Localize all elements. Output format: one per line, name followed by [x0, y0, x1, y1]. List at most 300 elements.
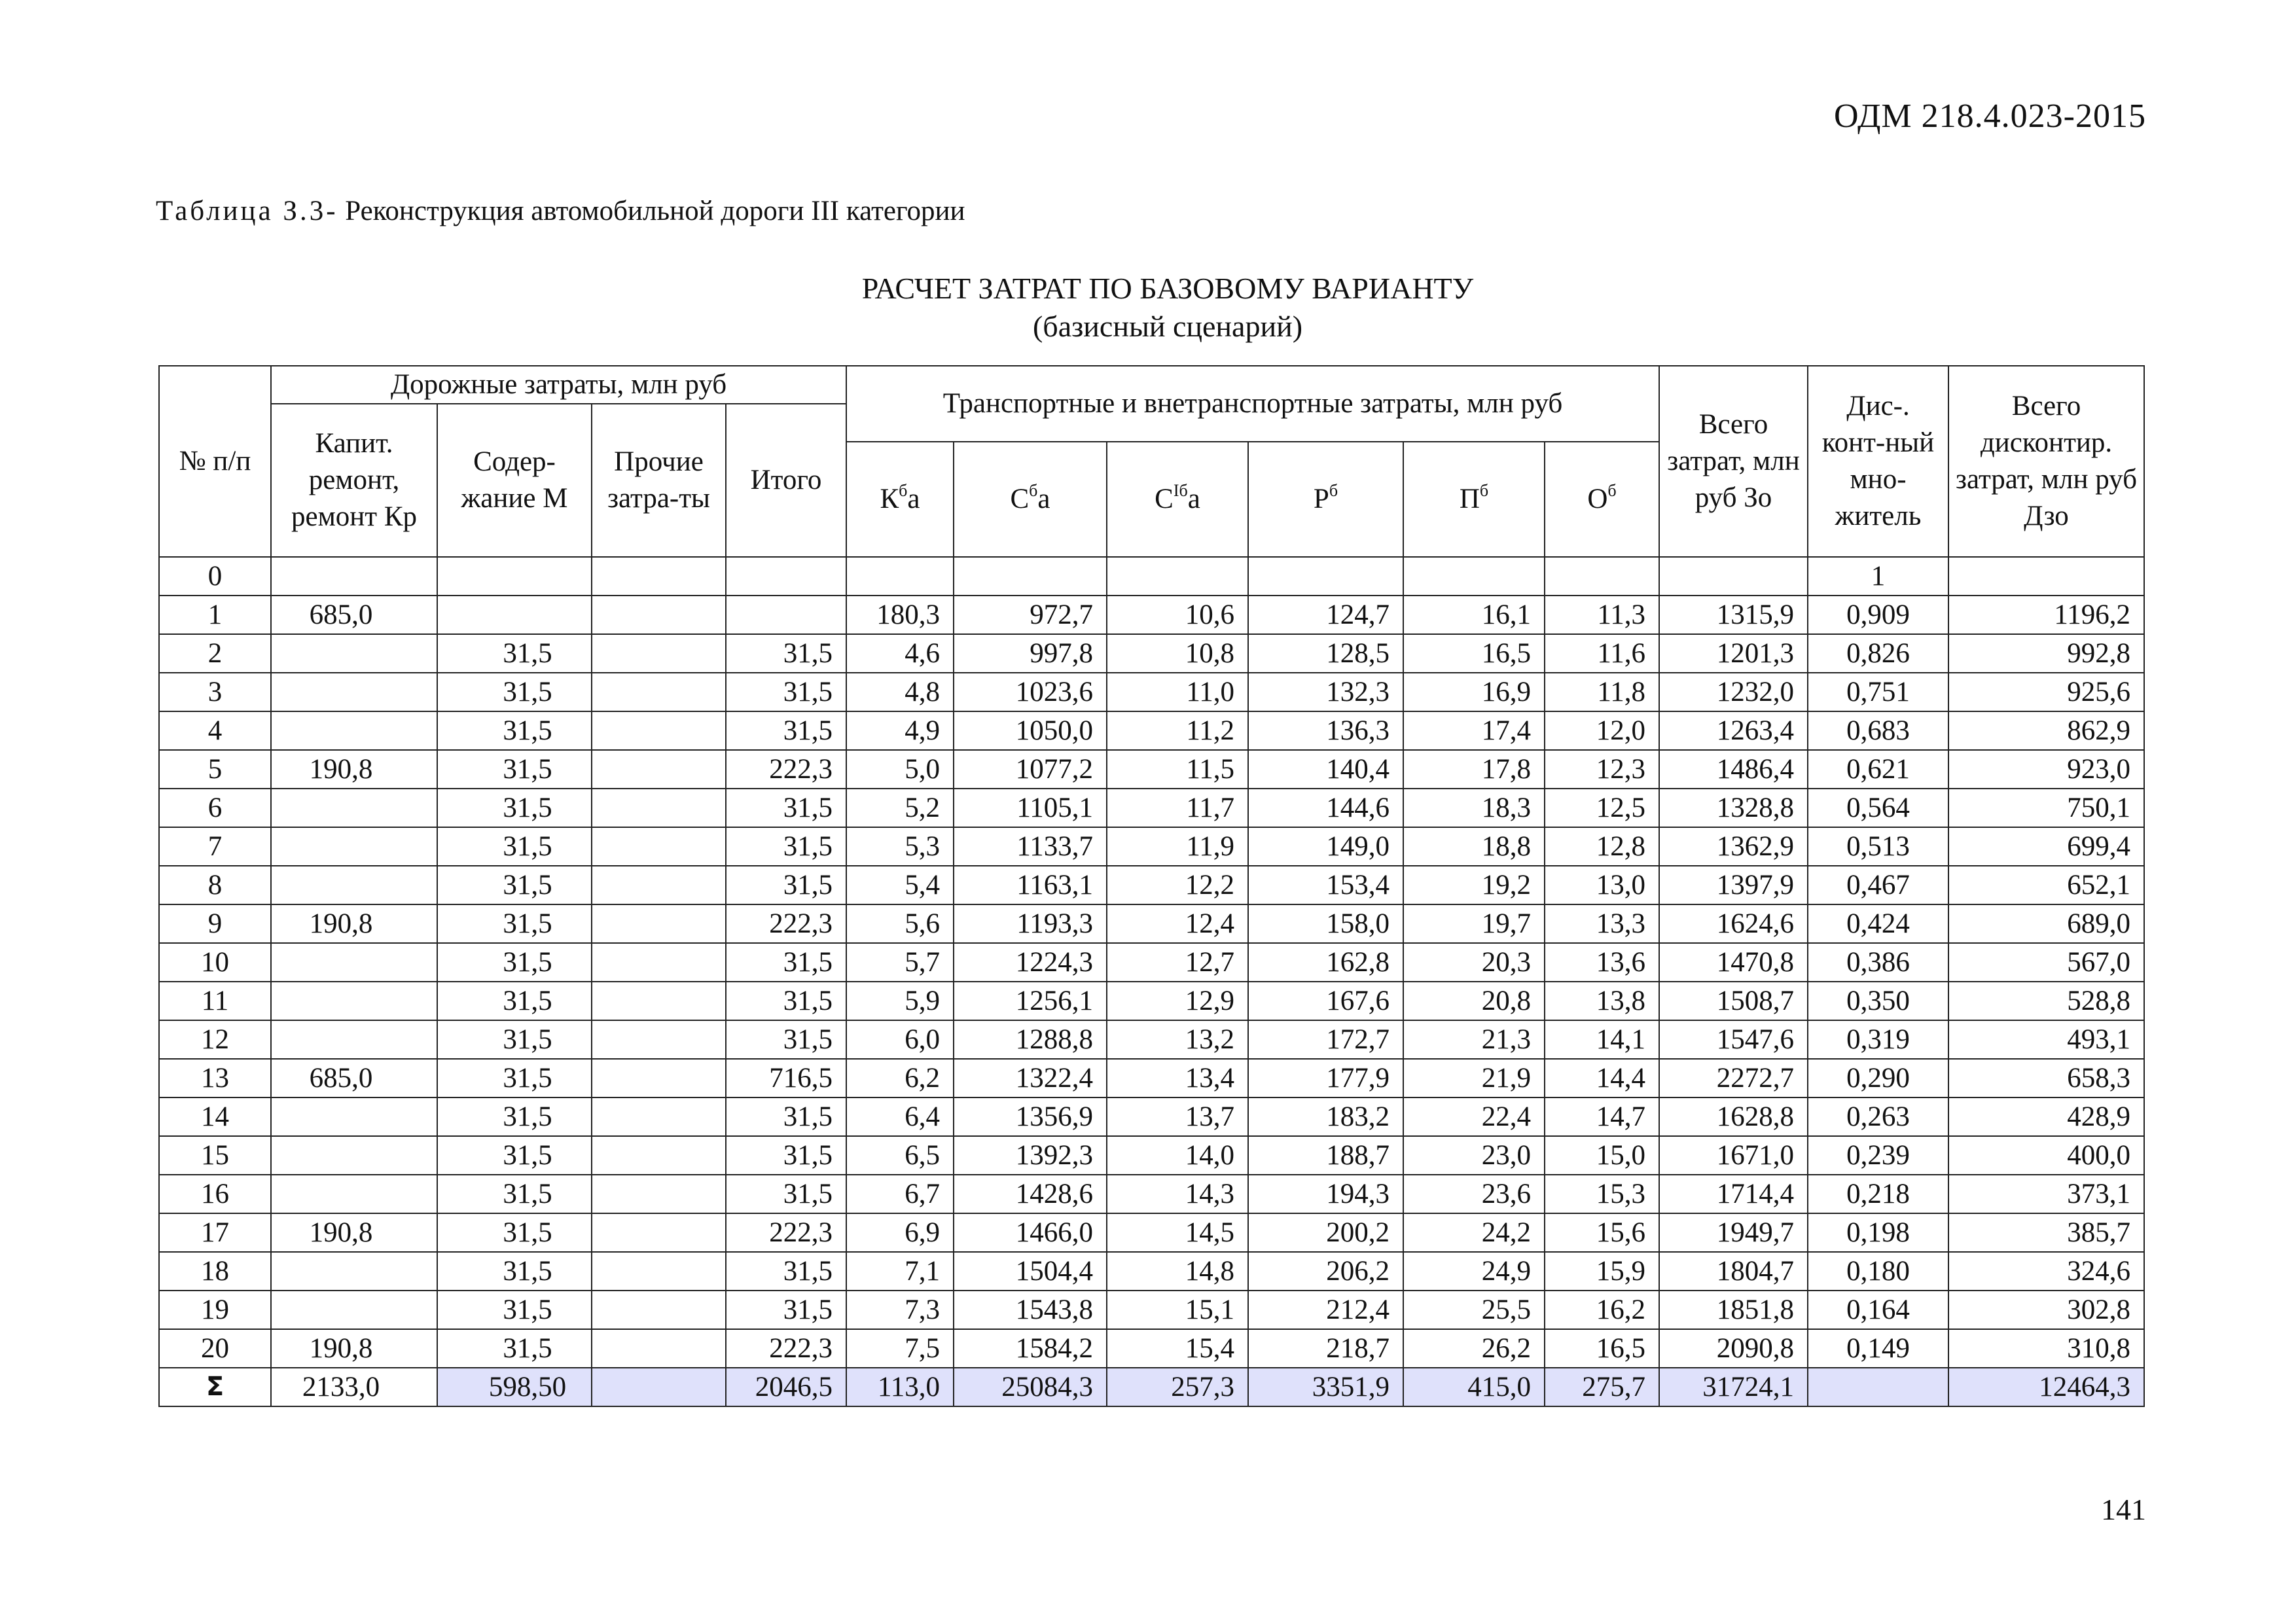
cell-cia: [1107, 557, 1248, 596]
calc-title: [0, 270, 2296, 346]
cell-cia: 10,6: [1107, 596, 1248, 634]
cell-prochie: [592, 1020, 726, 1059]
cell-kap-remont: 190,8: [271, 1329, 437, 1368]
calc-title-line1: РАСЧЕТ ЗАТРАТ ПО БАЗОВОМУ ВАРИАНТУ: [861, 272, 1474, 305]
cell-total-discounted: 428,9: [1948, 1097, 2144, 1136]
cell-pi: 16,5: [1403, 634, 1545, 673]
cell-itogo: 31,5: [726, 1097, 846, 1136]
cell-itogo: 716,5: [726, 1059, 846, 1097]
cell-o: 13,3: [1545, 904, 1659, 943]
cell-total-discounted: [1948, 557, 2144, 596]
cell-row-number: 3: [159, 673, 271, 711]
cell-ka: 5,4: [846, 866, 954, 904]
cell-soderzhanie: [437, 557, 592, 596]
cell-ka: 7,1: [846, 1252, 954, 1291]
cell-soderzhanie: 31,5: [437, 711, 592, 750]
table-row: [159, 1020, 2144, 1059]
header-kap-remont: Капит. ремонт, ремонт Кр: [271, 404, 437, 557]
cell-prochie: [592, 634, 726, 673]
cell-discount: 0,290: [1808, 1059, 1948, 1097]
cell-ca: 1288,8: [954, 1020, 1107, 1059]
cell-row-number: 11: [159, 982, 271, 1020]
cell-row-number: 19: [159, 1291, 271, 1329]
cell-ka: [846, 557, 954, 596]
cell-o: 11,8: [1545, 673, 1659, 711]
table-row: [159, 1213, 2144, 1252]
cell-ca: 1392,3: [954, 1136, 1107, 1175]
cell-cia: 12,4: [1107, 904, 1248, 943]
cell-soderzhanie: [437, 596, 592, 634]
cell-ca: 1256,1: [954, 982, 1107, 1020]
table-row: [159, 789, 2144, 827]
cell-ca: 1224,3: [954, 943, 1107, 982]
cell-pi: 17,8: [1403, 750, 1545, 789]
cell-kap-remont: [271, 789, 437, 827]
cell-prochie: [592, 1291, 726, 1329]
cell-row-number: Σ: [159, 1368, 271, 1406]
cell-soderzhanie: 31,5: [437, 750, 592, 789]
cell-prochie: [592, 1329, 726, 1368]
cell-total: 1470,8: [1659, 943, 1808, 982]
cell-kap-remont: [271, 557, 437, 596]
cell-prochie: [592, 750, 726, 789]
cell-total-discounted: 689,0: [1948, 904, 2144, 943]
cell-kap-remont: 190,8: [271, 1213, 437, 1252]
cell-prochie: [592, 711, 726, 750]
cell-row-number: 2: [159, 634, 271, 673]
header-ca: $С^ба$: [954, 442, 1107, 557]
cell-total: [1659, 557, 1808, 596]
cell-o: 15,6: [1545, 1213, 1659, 1252]
cell-discount: 0,513: [1808, 827, 1948, 866]
cell-cia: 13,2: [1107, 1020, 1248, 1059]
cell-prochie: [592, 827, 726, 866]
cell-cia: 13,7: [1107, 1097, 1248, 1136]
cell-total: 1263,4: [1659, 711, 1808, 750]
cell-ka: 4,6: [846, 634, 954, 673]
cell-pi: 17,4: [1403, 711, 1545, 750]
cell-total: 2090,8: [1659, 1329, 1808, 1368]
cell-o: 14,1: [1545, 1020, 1659, 1059]
cell-row-number: 12: [159, 1020, 271, 1059]
cell-cia: 11,5: [1107, 750, 1248, 789]
cell-total: 1624,6: [1659, 904, 1808, 943]
cell-soderzhanie: 31,5: [437, 943, 592, 982]
cell-p: 167,6: [1248, 982, 1403, 1020]
cell-o: 13,0: [1545, 866, 1659, 904]
cell-total-discounted: 699,4: [1948, 827, 2144, 866]
cell-p: 132,3: [1248, 673, 1403, 711]
cell-itogo: 31,5: [726, 866, 846, 904]
cell-total-discounted: 302,8: [1948, 1291, 2144, 1329]
cell-ka: 180,3: [846, 596, 954, 634]
cell-total-discounted: 862,9: [1948, 711, 2144, 750]
cell-discount: 0,319: [1808, 1020, 1948, 1059]
cell-kap-remont: [271, 1136, 437, 1175]
cell-soderzhanie: 31,5: [437, 1329, 592, 1368]
cell-ka: 4,9: [846, 711, 954, 750]
cell-row-number: 13: [159, 1059, 271, 1097]
cell-cia: 12,2: [1107, 866, 1248, 904]
cell-prochie: [592, 596, 726, 634]
table-row: [159, 596, 2144, 634]
cell-pi: 18,3: [1403, 789, 1545, 827]
cell-total: 1851,8: [1659, 1291, 1808, 1329]
cell-prochie: [592, 1097, 726, 1136]
cell-total-discounted: 493,1: [1948, 1020, 2144, 1059]
cell-itogo: 31,5: [726, 982, 846, 1020]
cell-pi: 16,1: [1403, 596, 1545, 634]
cell-discount: 0,149: [1808, 1329, 1948, 1368]
cell-kap-remont: [271, 982, 437, 1020]
table-row: [159, 982, 2144, 1020]
cell-p: 158,0: [1248, 904, 1403, 943]
cell-prochie: [592, 1059, 726, 1097]
cell-row-number: 9: [159, 904, 271, 943]
cell-row-number: 7: [159, 827, 271, 866]
cell-p: [1248, 557, 1403, 596]
cell-soderzhanie: 31,5: [437, 1175, 592, 1213]
cell-ca: 1428,6: [954, 1175, 1107, 1213]
cell-itogo: 31,5: [726, 634, 846, 673]
header-transport-costs: Транспортные и внетранспортные затраты, млн руб: [846, 366, 1659, 442]
cell-total-discounted: 652,1: [1948, 866, 2144, 904]
cell-discount: 0,263: [1808, 1097, 1948, 1136]
cell-p: 144,6: [1248, 789, 1403, 827]
cell-soderzhanie: 31,5: [437, 1097, 592, 1136]
cell-o: 12,5: [1545, 789, 1659, 827]
cell-soderzhanie: 31,5: [437, 1252, 592, 1291]
header-total: Всего затрат, млн руб Зо: [1659, 366, 1808, 557]
cell-p: 218,7: [1248, 1329, 1403, 1368]
cell-ca: 1504,4: [954, 1252, 1107, 1291]
cell-discount: 0,751: [1808, 673, 1948, 711]
cell-ka: 5,9: [846, 982, 954, 1020]
cell-pi: [1403, 557, 1545, 596]
cell-discount: 0,683: [1808, 711, 1948, 750]
cell-kap-remont: [271, 866, 437, 904]
cell-discount: [1808, 1368, 1948, 1406]
cell-kap-remont: [271, 1291, 437, 1329]
cell-pi: 415,0: [1403, 1368, 1545, 1406]
cell-discount: 0,350: [1808, 982, 1948, 1020]
document-code: ОДМ 218.4.023-2015: [1834, 98, 2146, 135]
cell-row-number: 5: [159, 750, 271, 789]
cell-ka: 6,4: [846, 1097, 954, 1136]
cell-ca: 1163,1: [954, 866, 1107, 904]
cell-soderzhanie: 31,5: [437, 673, 592, 711]
cell-cia: 15,4: [1107, 1329, 1248, 1368]
cell-row-number: 6: [159, 789, 271, 827]
cell-row-number: 15: [159, 1136, 271, 1175]
cell-total: 1486,4: [1659, 750, 1808, 789]
cell-pi: 26,2: [1403, 1329, 1545, 1368]
cell-cia: 14,8: [1107, 1252, 1248, 1291]
header-soderzhanie: Содер-жание М: [437, 404, 592, 557]
cell-pi: 19,7: [1403, 904, 1545, 943]
cell-pi: 24,9: [1403, 1252, 1545, 1291]
cell-row-number: 18: [159, 1252, 271, 1291]
cell-itogo: 31,5: [726, 1252, 846, 1291]
table-row: [159, 1097, 2144, 1136]
cell-itogo: 31,5: [726, 943, 846, 982]
cell-prochie: [592, 1136, 726, 1175]
cell-prochie: [592, 943, 726, 982]
cell-p: 212,4: [1248, 1291, 1403, 1329]
cell-cia: 14,3: [1107, 1175, 1248, 1213]
table-row: [159, 1252, 2144, 1291]
cell-total: 1628,8: [1659, 1097, 1808, 1136]
cell-ka: 5,6: [846, 904, 954, 943]
cell-p: 183,2: [1248, 1097, 1403, 1136]
cell-ca: 1077,2: [954, 750, 1107, 789]
cell-prochie: [592, 866, 726, 904]
cell-p: 124,7: [1248, 596, 1403, 634]
cell-itogo: 31,5: [726, 711, 846, 750]
cell-pi: 16,9: [1403, 673, 1545, 711]
cell-kap-remont: [271, 1252, 437, 1291]
table-row: [159, 673, 2144, 711]
cell-kap-remont: 190,8: [271, 750, 437, 789]
cell-soderzhanie: 31,5: [437, 982, 592, 1020]
cell-total: 1714,4: [1659, 1175, 1808, 1213]
cell-total: 31724,1: [1659, 1368, 1808, 1406]
cell-p: 153,4: [1248, 866, 1403, 904]
cell-row-number: 10: [159, 943, 271, 982]
cell-ka: 5,2: [846, 789, 954, 827]
cell-total: 2272,7: [1659, 1059, 1808, 1097]
cell-soderzhanie: 31,5: [437, 1020, 592, 1059]
header-cia: $С^{Iб}а$: [1107, 442, 1248, 557]
cell-ca: 1050,0: [954, 711, 1107, 750]
cell-pi: 20,3: [1403, 943, 1545, 982]
cell-discount: 0,424: [1808, 904, 1948, 943]
cell-total-discounted: 310,8: [1948, 1329, 2144, 1368]
cell-discount: 0,180: [1808, 1252, 1948, 1291]
cell-p: 162,8: [1248, 943, 1403, 982]
cell-kap-remont: 685,0: [271, 596, 437, 634]
cell-o: 275,7: [1545, 1368, 1659, 1406]
cell-discount: 0,164: [1808, 1291, 1948, 1329]
cell-prochie: [592, 1213, 726, 1252]
cell-ca: 1105,1: [954, 789, 1107, 827]
cell-p: 149,0: [1248, 827, 1403, 866]
cell-total-discounted: 658,3: [1948, 1059, 2144, 1097]
table-row: [159, 827, 2144, 866]
cell-total: 1397,9: [1659, 866, 1808, 904]
cell-pi: 24,2: [1403, 1213, 1545, 1252]
cell-total: 1232,0: [1659, 673, 1808, 711]
cell-soderzhanie: 31,5: [437, 827, 592, 866]
cell-prochie: [592, 904, 726, 943]
table-row: [159, 1175, 2144, 1213]
cell-itogo: 31,5: [726, 1175, 846, 1213]
cell-ka: 5,0: [846, 750, 954, 789]
cell-p: 172,7: [1248, 1020, 1403, 1059]
cell-ka: 7,3: [846, 1291, 954, 1329]
cell-o: 16,2: [1545, 1291, 1659, 1329]
cell-total-discounted: 567,0: [1948, 943, 2144, 982]
cell-total: 1201,3: [1659, 634, 1808, 673]
cell-pi: 23,0: [1403, 1136, 1545, 1175]
cell-p: 200,2: [1248, 1213, 1403, 1252]
cell-prochie: [592, 1368, 726, 1406]
cell-kap-remont: [271, 1175, 437, 1213]
table-row: [159, 1136, 2144, 1175]
cell-cia: 12,7: [1107, 943, 1248, 982]
cell-o: 13,8: [1545, 982, 1659, 1020]
cell-pi: 19,2: [1403, 866, 1545, 904]
cell-pi: 20,8: [1403, 982, 1545, 1020]
cell-cia: 11,0: [1107, 673, 1248, 711]
header-pi: $П^б$: [1403, 442, 1545, 557]
cell-kap-remont: 2133,0: [271, 1368, 437, 1406]
calc-title-line2: (базисный сценарий): [1032, 310, 1303, 343]
cell-kap-remont: 190,8: [271, 904, 437, 943]
cell-itogo: 31,5: [726, 789, 846, 827]
cell-kap-remont: [271, 634, 437, 673]
cell-soderzhanie: 31,5: [437, 1213, 592, 1252]
page-number: 141: [2101, 1493, 2146, 1526]
cell-pi: 21,9: [1403, 1059, 1545, 1097]
cell-itogo: 222,3: [726, 904, 846, 943]
cell-itogo: 222,3: [726, 1329, 846, 1368]
cell-o: [1545, 557, 1659, 596]
cell-prochie: [592, 557, 726, 596]
cell-discount: 0,467: [1808, 866, 1948, 904]
cell-soderzhanie: 31,5: [437, 789, 592, 827]
cell-itogo: [726, 596, 846, 634]
cell-cia: 11,9: [1107, 827, 1248, 866]
header-itogo: Итого: [726, 404, 846, 557]
cell-o: 12,3: [1545, 750, 1659, 789]
cell-o: 15,3: [1545, 1175, 1659, 1213]
cell-ka: 6,5: [846, 1136, 954, 1175]
cell-ca: 1584,2: [954, 1329, 1107, 1368]
cell-total: 1547,6: [1659, 1020, 1808, 1059]
cell-ka: 6,0: [846, 1020, 954, 1059]
cell-discount: 1: [1808, 557, 1948, 596]
cell-o: 14,4: [1545, 1059, 1659, 1097]
cell-itogo: 31,5: [726, 827, 846, 866]
cell-soderzhanie: 598,50: [437, 1368, 592, 1406]
cell-o: 11,3: [1545, 596, 1659, 634]
cell-kap-remont: [271, 827, 437, 866]
cell-ca: 997,8: [954, 634, 1107, 673]
cell-ka: 5,7: [846, 943, 954, 982]
table-caption: [156, 195, 965, 227]
cell-kap-remont: [271, 673, 437, 711]
cell-row-number: 8: [159, 866, 271, 904]
cell-total-discounted: 923,0: [1948, 750, 2144, 789]
cell-total-discounted: 373,1: [1948, 1175, 2144, 1213]
table-row: [159, 1059, 2144, 1097]
cell-ca: 1023,6: [954, 673, 1107, 711]
cell-p: 3351,9: [1248, 1368, 1403, 1406]
cell-discount: 0,218: [1808, 1175, 1948, 1213]
header-discount: Дис-. конт-ный мно-житель: [1808, 366, 1948, 557]
cell-prochie: [592, 673, 726, 711]
cell-prochie: [592, 982, 726, 1020]
cell-total: 1362,9: [1659, 827, 1808, 866]
cell-pi: 25,5: [1403, 1291, 1545, 1329]
cell-total-discounted: 528,8: [1948, 982, 2144, 1020]
cell-row-number: 16: [159, 1175, 271, 1213]
cell-ka: 6,9: [846, 1213, 954, 1252]
cost-table: [158, 365, 2145, 1407]
cell-ca: 1466,0: [954, 1213, 1107, 1252]
cell-itogo: 222,3: [726, 750, 846, 789]
cell-soderzhanie: 31,5: [437, 1059, 592, 1097]
cell-ka: 6,2: [846, 1059, 954, 1097]
cell-discount: 0,198: [1808, 1213, 1948, 1252]
cell-total-discounted: 750,1: [1948, 789, 2144, 827]
sum-row: [159, 1368, 2144, 1406]
cell-itogo: 2046,5: [726, 1368, 846, 1406]
cell-ca: 972,7: [954, 596, 1107, 634]
header-p: $Р^б$: [1248, 442, 1403, 557]
cell-p: 188,7: [1248, 1136, 1403, 1175]
cell-soderzhanie: 31,5: [437, 1136, 592, 1175]
cell-total-discounted: 385,7: [1948, 1213, 2144, 1252]
cell-soderzhanie: 31,5: [437, 1291, 592, 1329]
cell-cia: 11,2: [1107, 711, 1248, 750]
cell-cia: 11,7: [1107, 789, 1248, 827]
cell-ca: 1356,9: [954, 1097, 1107, 1136]
table-row: [159, 557, 2144, 596]
cell-row-number: 14: [159, 1097, 271, 1136]
cell-ca: [954, 557, 1107, 596]
header-ka: $К^ба$: [846, 442, 954, 557]
cell-kap-remont: [271, 711, 437, 750]
cell-itogo: 31,5: [726, 1020, 846, 1059]
cell-pi: 18,8: [1403, 827, 1545, 866]
cell-total: 1671,0: [1659, 1136, 1808, 1175]
table-row: [159, 943, 2144, 982]
table-row: [159, 634, 2144, 673]
cell-p: 136,3: [1248, 711, 1403, 750]
cell-o: 15,9: [1545, 1252, 1659, 1291]
cell-discount: 0,564: [1808, 789, 1948, 827]
cell-row-number: 17: [159, 1213, 271, 1252]
cell-cia: 15,1: [1107, 1291, 1248, 1329]
cell-discount: 0,239: [1808, 1136, 1948, 1175]
cell-total: 1508,7: [1659, 982, 1808, 1020]
cell-row-number: 20: [159, 1329, 271, 1368]
cell-p: 177,9: [1248, 1059, 1403, 1097]
cell-kap-remont: [271, 1020, 437, 1059]
header-road-costs: Дорожные затраты, млн руб: [271, 366, 846, 404]
cell-itogo: 222,3: [726, 1213, 846, 1252]
cell-ca: 1133,7: [954, 827, 1107, 866]
cell-cia: 257,3: [1107, 1368, 1248, 1406]
cell-ca: 1322,4: [954, 1059, 1107, 1097]
cell-cia: 14,5: [1107, 1213, 1248, 1252]
cell-soderzhanie: 31,5: [437, 866, 592, 904]
cell-row-number: 4: [159, 711, 271, 750]
cell-prochie: [592, 1252, 726, 1291]
cell-ka: 6,7: [846, 1175, 954, 1213]
cell-total-discounted: 992,8: [1948, 634, 2144, 673]
cell-ka: 4,8: [846, 673, 954, 711]
cell-itogo: 31,5: [726, 1291, 846, 1329]
table-row: [159, 904, 2144, 943]
cell-total: 1804,7: [1659, 1252, 1808, 1291]
table-row: [159, 866, 2144, 904]
cell-o: 15,0: [1545, 1136, 1659, 1175]
cell-o: 12,8: [1545, 827, 1659, 866]
cell-ka: 5,3: [846, 827, 954, 866]
